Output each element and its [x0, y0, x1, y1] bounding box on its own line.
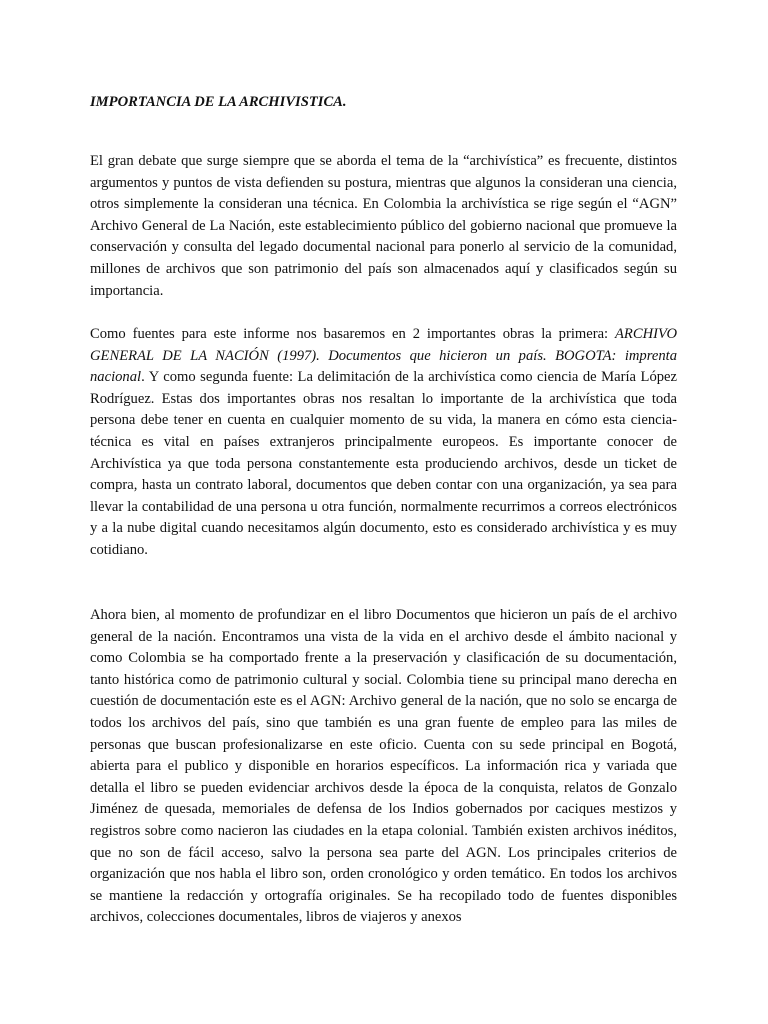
paragraph-2: [90, 324, 677, 562]
document-title: IMPORTANCIA DE LA ARCHIVISTICA.: [90, 94, 347, 110]
paragraph-2-rest: . Y como segunda fuente: La delimitación de la archivística como ciencia de María López Rodríguez. Estas dos importantes obras nos resaltan lo importante de la archivística que toda persona debe tener en cuenta en cualquier momento de su vida, la manera en cómo esta ciencia-técnica es vital en países extranjeros principalmente europeos. Es importante conocer de Archivística ya que toda persona constantemente esta produciendo archivos, desde un ticket de compra, hasta un contrato laboral, documentos que deben contar con una organización, ya sea para llevar la contabilidad de una persona u otra función, normalmente recurrimos a correos electrónicos y a la nube digital cuando necesitamos algún documento, esto es considerado archivística y es muy cotidiano.: [90, 369, 677, 558]
paragraph-1: El gran debate que surge siempre que se aborda el tema de la “archivística” es frecuente, distintos argumentos y puntos de vista defienden su postura, mientras que algunos la consideran una ciencia, otros simplemente la consideran una técnica. En Colombia la archivística se rige según el “AGN” Archivo General de La Nación, este establecimiento público del gobierno nacional que promueve la conservación y consulta del legado documental nacional para ponerlo al servicio de la comunidad, millones de archivos que son patrimonio del país son almacenados aquí y clasificados según su importancia.: [90, 153, 677, 299]
paragraph-2-citation: ARCHIVO GENERAL DE LA NACIÓN (1997). Documentos que hicieron un país. BOGOTA: imprenta nacional: [90, 326, 677, 386]
paragraph-2-intro: Como fuentes para este informe nos basaremos en 2 importantes obras la primera:: [90, 326, 616, 342]
paragraph-3: Ahora bien, al momento de profundizar en el libro Documentos que hicieron un país de el archivo general de la nación. Encontramos una vista de la vida en el archivo desde el ámbito nacional y como Colombia se ha comportado frente a la preservación y clasificación de su documentación, tanto histórica como de patrimonio cultural y social. Colombia tiene su principal mano derecha en cuestión de documentación este es el AGN: Archivo general de la nación, que no solo se encarga de todos los archivos del país, sino que también es una gran fuente de empleo para las miles de personas que buscan profesionalizarse en este oficio. Cuenta con su sede principal en Bogotá, abierta para el publico y disponible en horarios específicos. La información rica y variada que detalla el libro se pueden evidenciar archivos desde la época de la conquista, relatos de Gonzalo Jiménez de quesada, memoriales de defensa de los Indios gobernados por caciques mestizos y registros sobre como nacieron las ciudades en la etapa colonial. También existen archivos inéditos, que no son de fácil acceso, salvo la persona sea parte del AGN. Los principales criterios de organización que nos habla el libro son, orden cronológico y orden temático. En todos los archivos se mantiene la redacción y ortografía originales. Se ha recopilado todo de fuentes disponibles archivos, colecciones documentales, libros de viajeros y anexos: [90, 607, 677, 926]
